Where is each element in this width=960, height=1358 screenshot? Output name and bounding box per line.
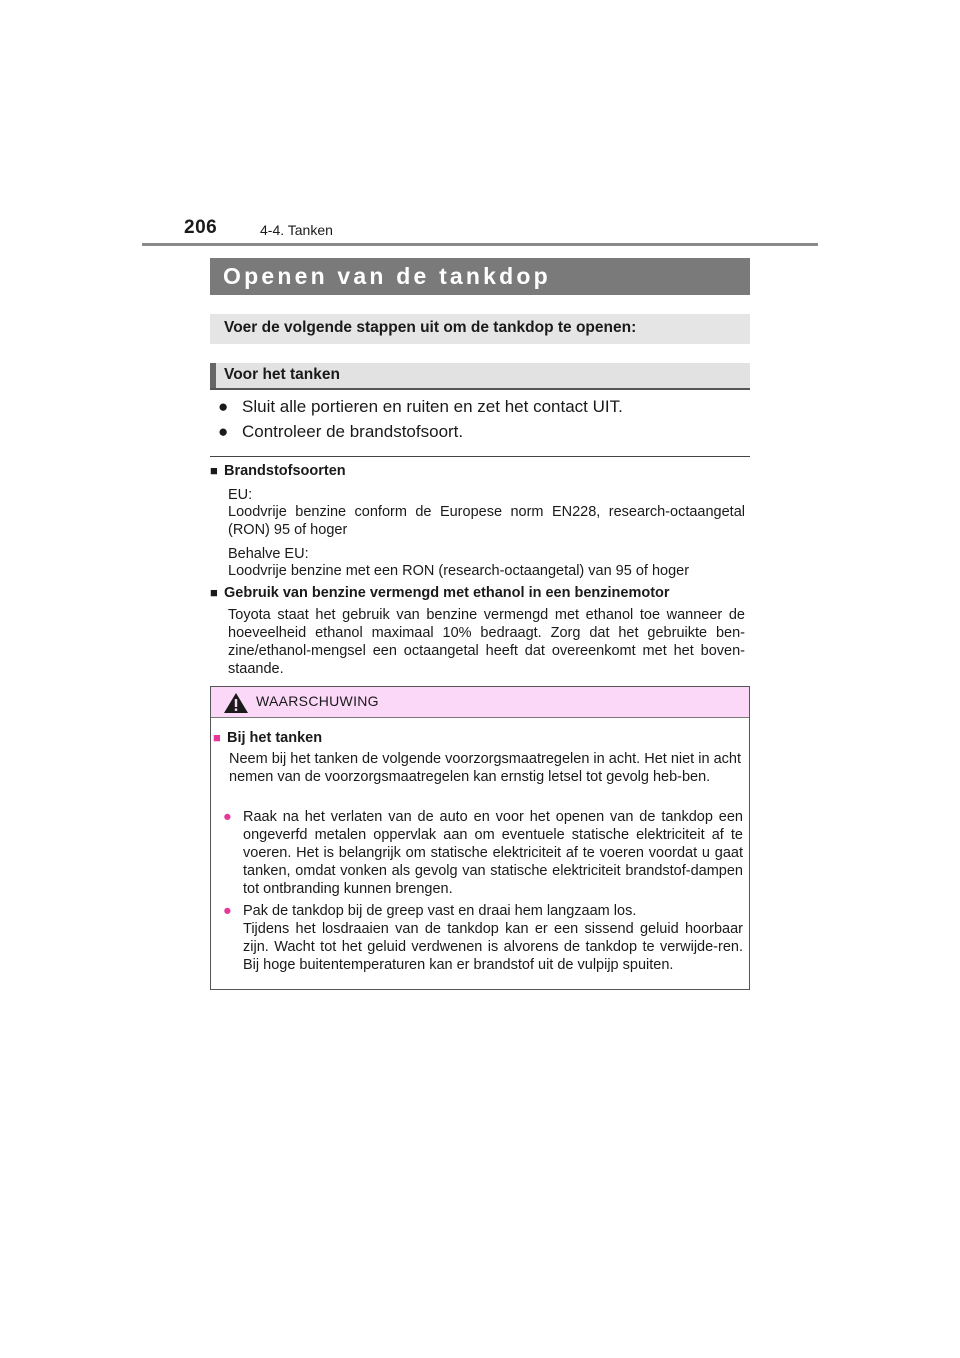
- page-title: Openen van de tankdop: [210, 258, 750, 295]
- bullet-item: ● Sluit alle portieren en ruiten en zet het contact UIT.: [218, 397, 623, 416]
- subsection-heading: Voor het tanken: [210, 363, 750, 388]
- square-bullet-icon: ■: [210, 585, 218, 600]
- warning-bullet-continued: Tijdens het losdraaien van de tankdop kan er een sissend geluid hoorbaar zijn. Wacht tot het geluid verdwenen is alvorens de tankdop te verwijde-ren. Bij hoge buitentemperaturen kan er brandstof uit de vulpijp spuiten.: [243, 921, 743, 973]
- warning-bullet: Pak de tankdop bij de greep vast en draai hem langzaam los.: [243, 903, 637, 919]
- square-bullet-icon: ■: [213, 730, 221, 745]
- note-text: Loodvrije benzine met een RON (research-octaangetal) van 95 of hoger: [228, 563, 690, 579]
- section-divider: [210, 456, 750, 457]
- note-text: Behalve EU:: [228, 546, 309, 562]
- subsection-marker: [210, 363, 216, 388]
- note-text: Loodvrije benzine conform de Europese norm EN228, research-octaangetal (RON) 95 of hoger: [228, 504, 745, 538]
- header-rule: [142, 243, 818, 246]
- note-heading: ■ Gebruik van benzine vermengd met ethanol in een benzinemotor: [210, 585, 670, 601]
- bullet-item: ● Controleer de brandstofsoort.: [218, 422, 464, 441]
- section-reference: 4-4. Tanken: [260, 222, 333, 238]
- note-heading: ■ Brandstofsoorten: [210, 463, 346, 479]
- page-number: 206: [184, 217, 218, 238]
- subsection-rule: [210, 388, 750, 390]
- warning-bullet: Raak na het verlaten van de auto en voor het openen van de tankdop een ongeverfd metalen oppervlak aan om eventuele statische elektriciteit af te voeren. Het is belangrijk om statische elektriciteit af te voeren voordat u gaat tanken, omdat vonken als gevolg van statische elektriciteit brandstof-dampen tot ontbranding kunnen brengen.: [243, 809, 743, 897]
- warning-intro: Neem bij het tanken de volgende voorzorgsmaatregelen in acht. Het niet in acht nemen van de voorzorgsmaatregelen kan ernstig letsel tot gevolg heb-ben.: [229, 751, 741, 785]
- note-text: EU:: [228, 487, 253, 503]
- square-bullet-icon: ■: [210, 463, 218, 478]
- bullet-dot-icon: ●: [218, 422, 229, 441]
- intro-text: Voer de volgende stappen uit om de tankdop te openen:: [210, 314, 750, 344]
- bullet-dot-icon: ●: [218, 397, 229, 416]
- bullet-dot-icon: ●: [223, 903, 232, 919]
- note-text: Toyota staat het gebruik van benzine vermengd met ethanol toe wanneer de hoeveelheid ethanol maximaal 10% bedraagt. Zorg dat het gebruikte ben-zine/ethanol-mengsel een octaangetal heeft dat overeenkomt met het boven-staande.: [228, 607, 745, 677]
- warning-triangle-icon: [223, 692, 249, 714]
- bullet-dot-icon: ●: [223, 809, 232, 825]
- warning-label: WAARSCHUWING: [256, 693, 379, 709]
- warning-heading: ■ Bij het tanken: [213, 730, 323, 746]
